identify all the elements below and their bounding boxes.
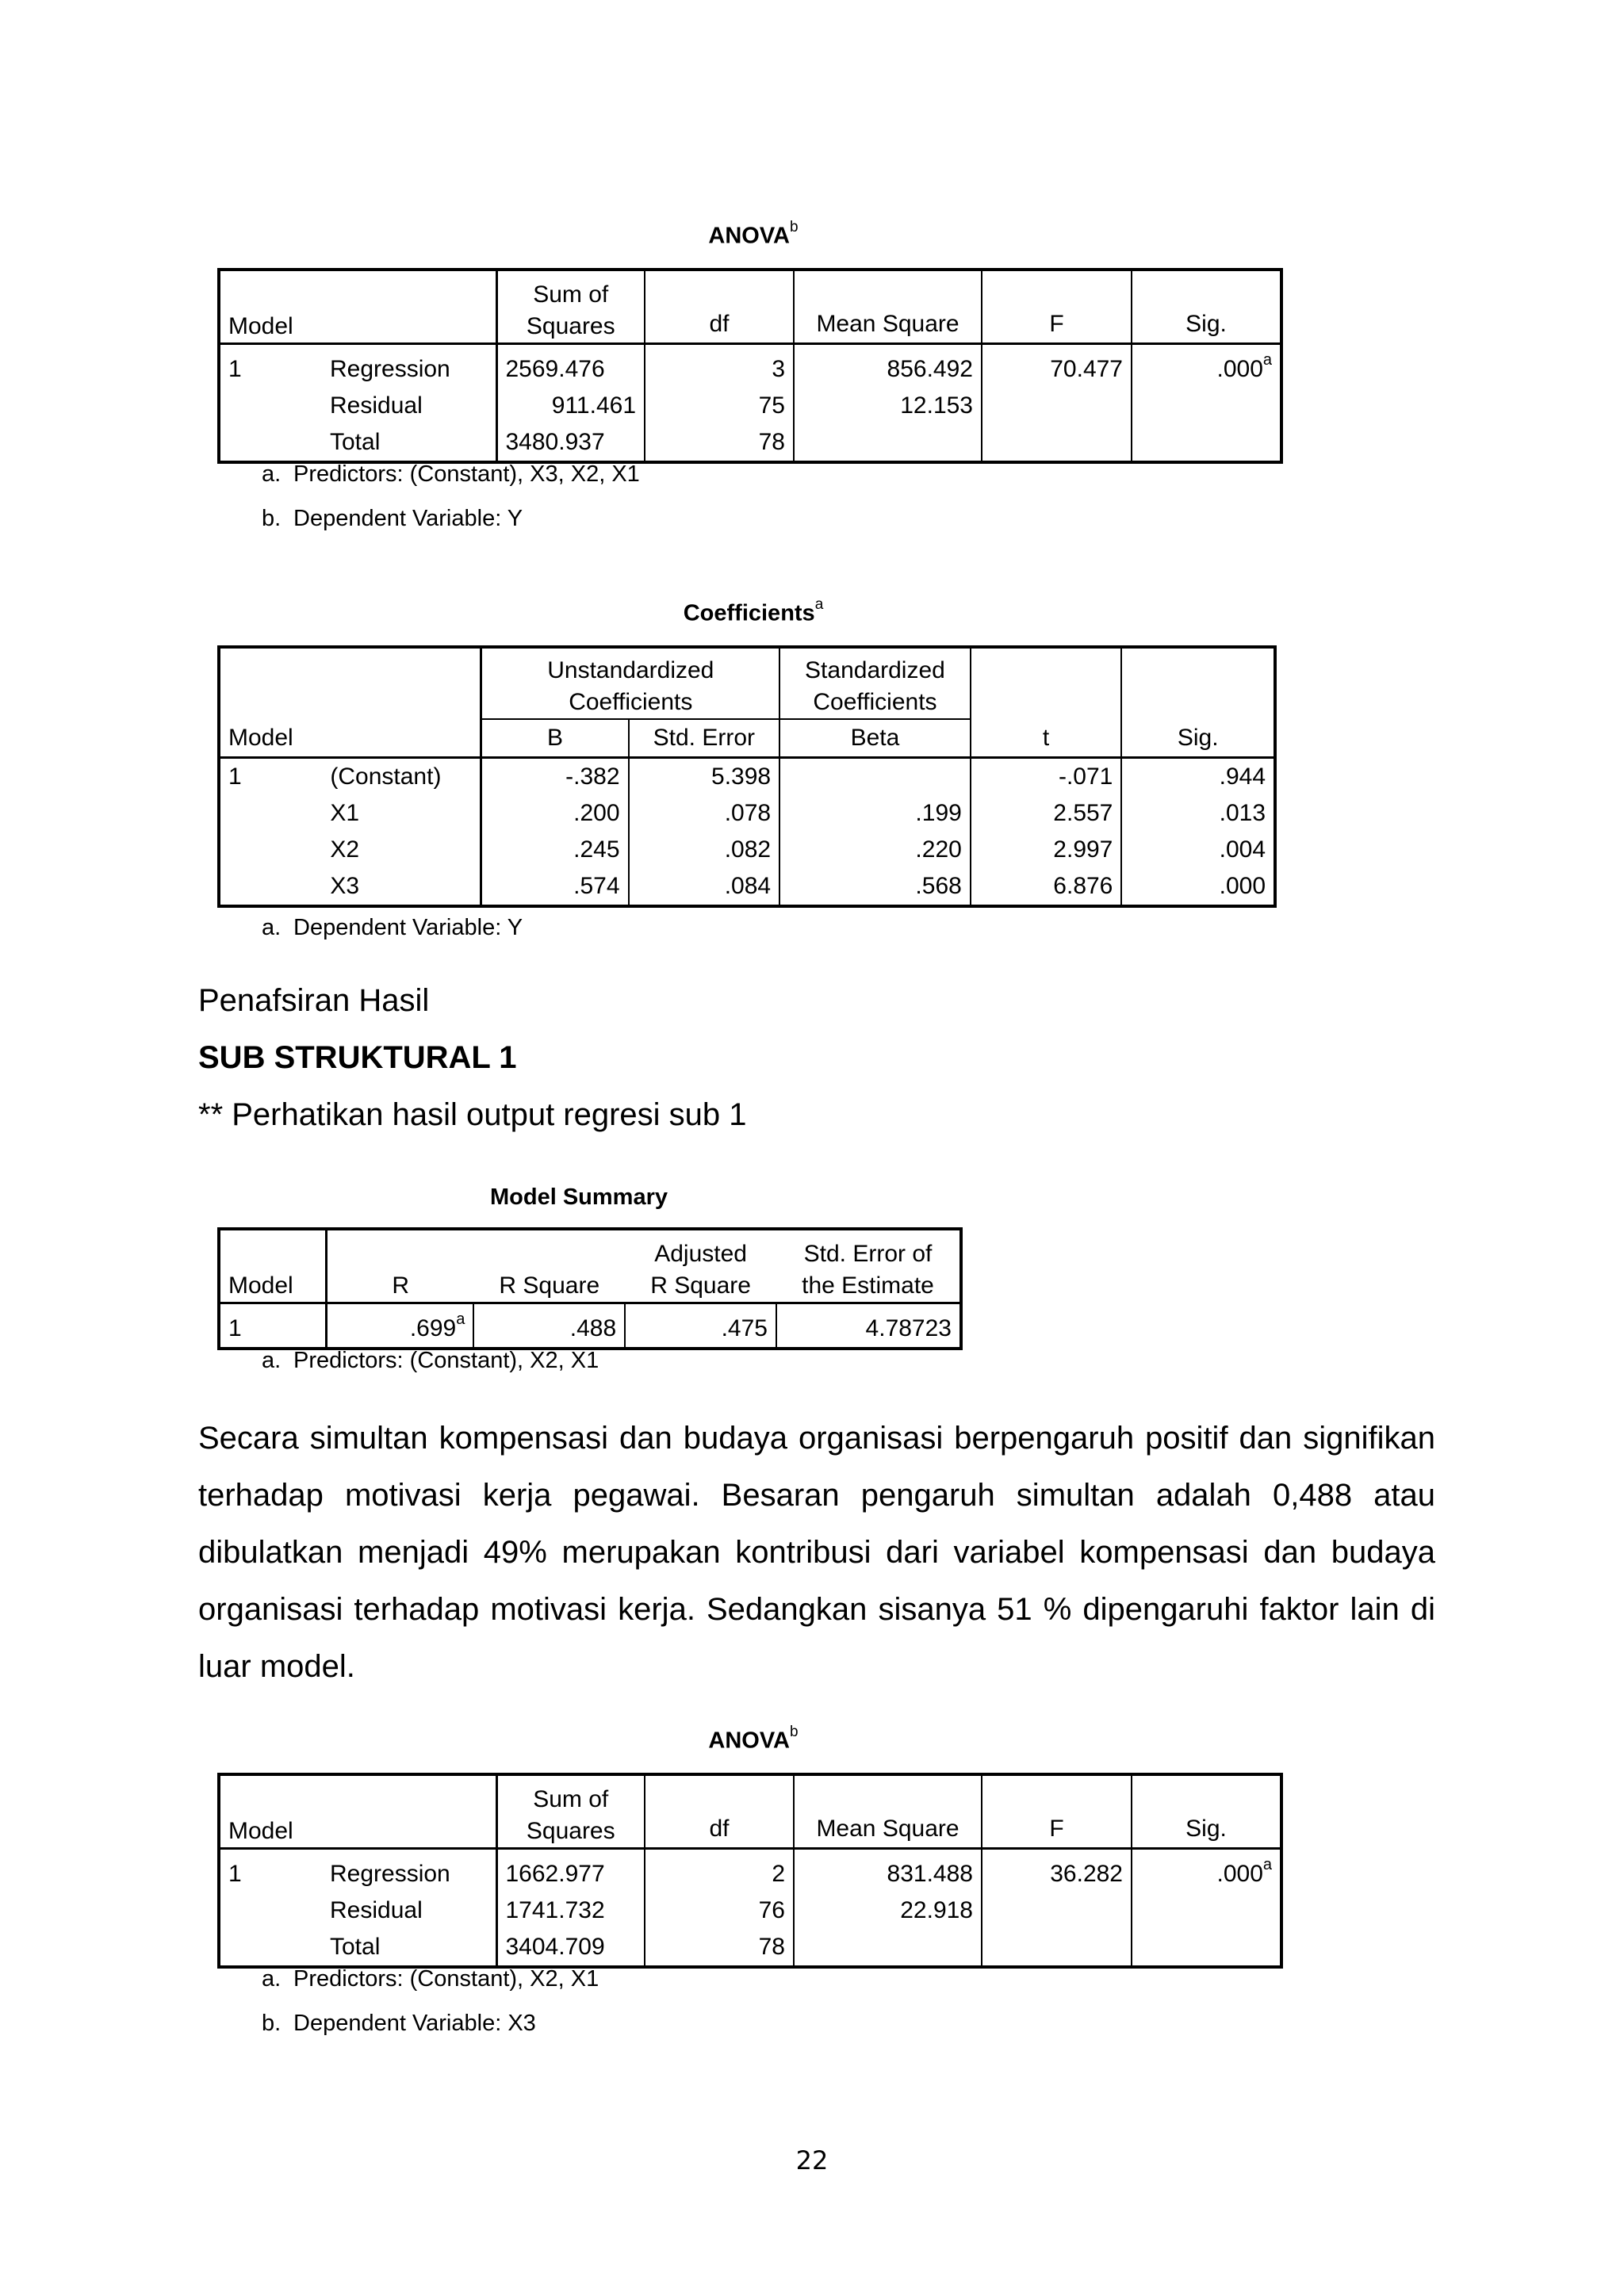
table-row: X3 .574 .084 .568 6.876 .000 xyxy=(219,868,1275,906)
header-adjusted-r-square: Adjusted R Square xyxy=(650,1241,751,1299)
table-row: Residual 1741.732 76 22.918 xyxy=(219,1892,1281,1929)
coefficients-table xyxy=(217,645,1277,908)
header-sig: Sig. xyxy=(1185,311,1227,337)
header-sum-of-squares: Sum of Squares xyxy=(496,270,645,344)
anova2-table xyxy=(217,1773,1283,1969)
header-sig: Sig. xyxy=(1185,1816,1227,1842)
summary-header-row xyxy=(219,1229,961,1303)
anova1-table xyxy=(217,268,1283,464)
header-unstandardized: Unstandardized Coefficients xyxy=(481,647,779,719)
header-df: df xyxy=(645,1774,794,1849)
anova1-note-b: b. Dependent Variable: Y xyxy=(262,506,523,531)
interpretation-paragraph: Secara simultan kompensasi dan budaya organisasi berpengaruh positif dan signifikan terhadap motivasi kerja pegawai. Besaran pengaruh simultan adalah 0,488 atau dibulatkan menjadi 49% merupakan kontribusi dari variabel kompensasi dan budaya organisasi terhadap motivasi kerja. Sedangkan sisanya 51 % dipengaruhi faktor lain di luar model. xyxy=(198,1421,1435,1684)
header-beta: Beta xyxy=(779,719,971,758)
anova1-note-a: a. Predictors: (Constant), X3, X2, X1 xyxy=(262,461,640,487)
anova2-note-b: b. Dependent Variable: X3 xyxy=(262,2011,536,2036)
table-row: 1 (Constant) -.382 5.398 -.071 .944 xyxy=(219,758,1275,796)
header-mean-square: Mean Square xyxy=(794,270,982,344)
instruction-text: ** Perhatikan hasil output regresi sub 1 xyxy=(198,1097,747,1132)
header-t: t xyxy=(971,719,1122,758)
coef-header-row xyxy=(219,719,1275,758)
table-row: X1 .200 .078 .199 2.557 .013 xyxy=(219,795,1275,832)
header-r: R xyxy=(392,1272,410,1299)
header-sum-of-squares: Sum of Squares xyxy=(496,1774,645,1849)
anova2-title: ANOVA$^b$ xyxy=(708,1724,799,1754)
header-r-square: R Square xyxy=(499,1272,600,1299)
header-df: df xyxy=(645,270,794,344)
table-row: Total 3480.937 78 xyxy=(219,424,1281,462)
coef-note-a: a. Dependent Variable: Y xyxy=(262,915,523,940)
anova1-header-row xyxy=(219,270,1281,344)
table-row: Residual 911.461 75 12.153 xyxy=(219,388,1281,424)
anova1-title: ANOVA$^b$ xyxy=(708,219,799,249)
sub-heading: SUB STRUKTURAL 1 xyxy=(198,1040,517,1075)
anova2-header-row xyxy=(219,1774,1281,1849)
table-row: 1 Regression 1662.977 2 831.488 36.282 .000$^a$ xyxy=(219,1849,1281,1893)
summary-title: Model Summary xyxy=(490,1184,668,1210)
header-b: B xyxy=(481,719,629,758)
model-summary-table xyxy=(217,1227,963,1350)
header-mean-square: Mean Square xyxy=(794,1774,982,1849)
header-model: Model xyxy=(228,725,293,751)
table-row: 1 .699$^a$ .488 .475 4.78723 xyxy=(219,1303,961,1349)
table-row: Total 3404.709 78 xyxy=(219,1929,1281,1967)
section-heading: Penafsiran Hasil xyxy=(198,983,430,1018)
anova2-note-a: a. Predictors: (Constant), X2, X1 xyxy=(262,1966,599,1992)
summary-note-a: a. Predictors: (Constant), X2, X1 xyxy=(262,1348,599,1373)
coef-title: Coefficients$^a$ xyxy=(683,596,824,626)
header-f: F xyxy=(982,270,1132,344)
table-row: 1 Regression 2569.476 3 856.492 70.477 .000$^a$ xyxy=(219,344,1281,388)
header-model: Model xyxy=(219,1229,327,1303)
header-f: F xyxy=(982,1774,1132,1849)
table-row: X2 .245 .082 .220 2.997 .004 xyxy=(219,832,1275,868)
header-model: Model xyxy=(228,1818,293,1844)
header-std-error-estimate: Std. Error of the Estimate xyxy=(802,1241,934,1299)
header-std-error: Std. Error xyxy=(629,719,780,758)
header-standardized: Standardized Coefficients xyxy=(779,647,971,719)
header-model: Model xyxy=(228,313,293,339)
page-number: 22 xyxy=(795,2145,829,2175)
header-sig: Sig. xyxy=(1177,725,1219,751)
